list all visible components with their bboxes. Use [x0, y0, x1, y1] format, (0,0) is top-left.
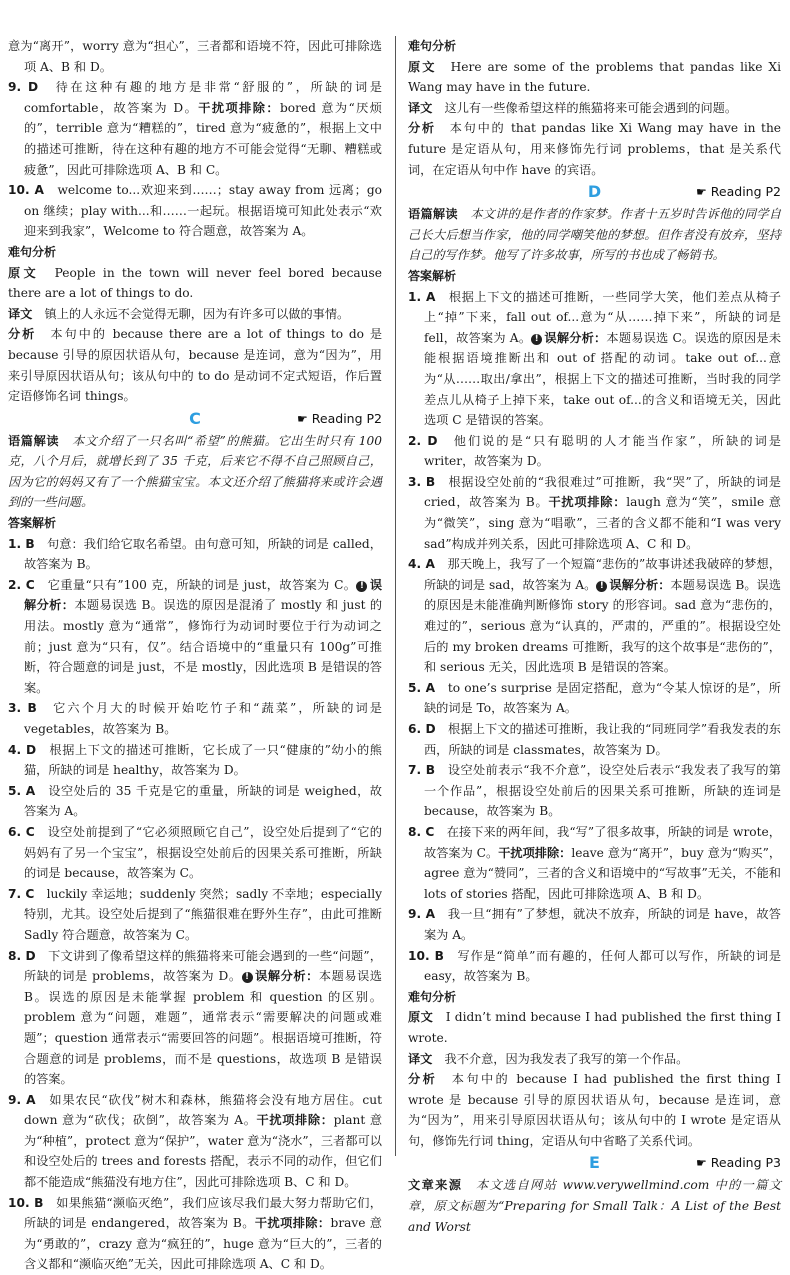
answer-item-3: 3. B 根据设空处前的“我很难过”可推断，我“哭”了，所缺的词是 cried，故答案为 B。干扰项排除：laugh 意为“笑”，smile 意为“微笑”，sing 意为“唱歌”，三者的含义都不能和“I was very sad”构成并列关系，因此可排除选项 A、C 和 D。 [408, 474, 781, 551]
answer-item-5: 5. A to one’s surprise 是固定搭配，意为“令某人惊讶的是”，所缺的词是 To，故答案为 A。 [408, 680, 781, 716]
pointing-hand-icon: ☛ [297, 411, 308, 426]
sentence-analysis: 分析 本句中的 because there are a lot of things to do 是 because 引导的原因状语从句，because 是连词，意为“因为”，用来引导原因状语从句；该从句中的 to do 是动词不定式短语，作后置定语修饰名词 things。 [8, 327, 383, 404]
sentence-analysis: 分析 本句中的 because I had published the first thing I wrote 是 because 引导的原因状语从句，because 是连词，意为“因为”，用来引导原因状语从句；该从句中的 I wrote 是定语从句，修饰先行词 thing，定语从句中省略了关系代词。 [408, 1072, 781, 1148]
pointing-hand-icon: ☛ [696, 1156, 707, 1171]
passage-summary: 语篇解读 本文讲的是作者的作家梦。作者十五岁时告诉他的同学自己长大后想当作家，他的同学嘲笑他的梦想。但作者没有放弃，坚持自己的写作梦。他写了许多故事，所写的书也成了畅销书。 [408, 207, 782, 263]
section-header-d [408, 180, 781, 204]
answer-item-4: 4. D 根据上下文的描述可推断，它长成了一只“健康的”幼小的熊猫，所缺的词是 healthy，故答案为 D。 [8, 742, 382, 778]
heading-answer-analysis: 答案解析 [408, 268, 457, 283]
section-letter: D [587, 182, 602, 202]
section-header-c [8, 407, 382, 431]
translation-text: 译文 我不介意，因为我发表了我写的第一个作品。 [408, 1051, 689, 1066]
answer-item-9: 9. A 如果农民“砍伐”树木和森林，熊猫将会没有地方居住。cut down 意为“砍伐；砍倒”，故答案为 A。干扰项排除：plant 意为“种植”，protect 意为“保护”，water 意为“浇水”，三者都可以和设空处后的 trees and forests 搭配，表示不同的动作，但它们都不能造成“熊猫没有地方住”，因此可排除选项 B、C 和 D。 [8, 1092, 383, 1190]
answer-item-5: 5. A 设空处后的 35 千克是它的重量，所缺的词是 weighed，故答案为 A。 [8, 783, 382, 819]
answer-item-6: 6. C 设空处前提到了“它必须照顾它自己”，设空处后提到了“它的妈妈有了另一个宝宝”，根据设空处前后的因果关系可推断，所缺的词是 because，故答案为 C。 [8, 824, 382, 881]
heading-answer-analysis: 答案解析 [8, 516, 57, 531]
answer-item-8: 8. C 在接下来的两年间，我“写”了很多故事，所缺的词是 wrote，故答案为 C。干扰项排除：leave 意为“离开”，buy 意为“购买”，agree 意为“赞同”，三者的含义和语境中的“写故事”无关，不能和 lots of stories 搭配，因此可排除选项 A、B 和 D。 [408, 824, 782, 901]
pointing-hand-icon: ☛ [696, 185, 707, 200]
answer-item-9: 9. A 我一旦“拥有”了梦想，就决不放弃，所缺的词是 have，故答案为 A。 [408, 907, 781, 942]
answer-item-3: 3. B 它六个月大的时候开始吃竹子和“蔬菜”，所缺的词是 vegetables，故答案为 B。 [8, 701, 382, 736]
section-letter: E [589, 1153, 600, 1173]
answer-item-10: 10. A welcome to...欢迎来到……；stay away from 远离；go on 继续；play with...和……一起玩。根据语境可知此处表示“欢迎来到我家”，Welcome to 符合题意，故答案为 A。 [8, 183, 383, 239]
sentence-analysis: 分析 本句中的 that pandas like Xi Wang may have in the future 是定语从句，用来修饰先行词 problems，that 是关系代词，在定语从句中作 have 的宾语。 [408, 121, 782, 177]
answer-item-2: 2. C 它重量“只有”100 克，所缺的词是 just，故答案为 C。 ! 误解分析：本题易误选 B。误选的原因是混淆了 mostly 和 just 的用法。mostly 意为“通常”，修饰行为动词时要位于行为动词之前；just 意为“只有，仅”。结合语境中的“重量只有 100g”可推断，符合题意的词是 just，不是 mostly，因此选项 B 是错误的答案。 [8, 577, 383, 695]
answer-item-7: 7. B 设空处前表示“我不介意”，设空处后表示“我发表了我写的第一个作品”，根据设空处前后的因果关系可推断，所缺的连词是 because，故答案为 B。 [408, 763, 781, 819]
answer-item-9: 9. D 待在这种有趣的地方是非常“舒服的”，所缺的词是 comfortable，故答案为 D。干扰项排除：bored 意为“厌烦的”，terrible 意为“糟糕的”，tired 意为“疲惫的”，根据上文中的描述可推断，待在这种有趣的地方不可能会觉得“无聊、糟糕或疲惫”，因此可排除选项 A、B 和 C。 [8, 80, 382, 177]
original-text: 原文 Here are some of the problems that pandas like Xi Wang may have in the future. [408, 59, 782, 95]
answer-item-7: 7. C luckily 幸运地；suddenly 突然；sadly 不幸地；especially 特别，尤其。设空处后提到了“熊猫很难在野外生存”，由此可推断 Sadly 符合题意，故答案为 C。 [8, 886, 382, 942]
right-column [408, 36, 781, 1237]
answer-item-10: 10. B 写作是“简单”而有趣的，任何人都可以写作，所缺的词是 easy，故答案为 B。 [408, 948, 782, 984]
original-text: 原文 I didn’t mind because I had published the first thing I wrote. [408, 1010, 781, 1045]
reading-page-tag [696, 1153, 781, 1173]
section-letter: C [189, 408, 201, 428]
answer-item-4: 4. A 那天晚上，我写了一个短篇“悲伤的”故事讲述我破碎的梦想，所缺的词是 sad，故答案为 A。 ! 误解分析：本题易误选 B。误选的原因是未能准确判断修饰 story 的形容词。sad 意为“悲伤的，难过的”，serious 意为“认真的，严肃的，严重的”。根据设空处后的 my broken dreams 可推断，我写的这个故事是“悲伤的”，和 serious 无关，因此选项 B 是错误的答案。 [408, 557, 781, 675]
heading-difficult-sentence: 难句分析 [8, 244, 57, 259]
reading-page-label: Reading P2 [710, 184, 781, 200]
heading-difficult-sentence: 难句分析 [408, 39, 457, 53]
answer-item-6: 6. D 根据上下文的描述可推断，我让我的“同班同学”看我发表的东西，所缺的词是 classmates，故答案为 D。 [408, 722, 781, 757]
section-header-e [408, 1151, 781, 1175]
paragraph-left_column-0: 意为“离开”，worry 意为“担心”，三者都和语境不符，因此可排除选项 A、B 和 D。 [8, 39, 382, 74]
column-divider [395, 36, 396, 1156]
answer-item-10: 10. B 如果熊猫“濒临灭绝”，我们应该尽我们最大努力帮助它们，所缺的词是 endangered，故答案为 B。干扰项排除：brave 意为“勇敢的”，crazy 意为“疯狂的”，huge 意为“巨大的”，三者的含义都和“濒临灭绝”无关，因此可排除选项 A、C 和 D。 [8, 1195, 382, 1272]
translation-text: 译文 镇上的人永远不会觉得无聊，因为有许多可以做的事情。 [8, 306, 350, 321]
reading-page-label: Reading P3 [710, 1155, 781, 1171]
reading-page-tag [696, 182, 781, 202]
heading-difficult-sentence: 难句分析 [408, 989, 457, 1004]
translation-text: 译文 这儿有一些像希望这样的熊猫将来可能会遇到的问题。 [408, 100, 738, 115]
original-text: 原文 People in the town will never feel bored because there are a lot of things to do. [8, 265, 382, 301]
answer-item-2: 2. D 他们说的是“只有聪明的人才能当作家”，所缺的词是 writer，故答案为 D。 [408, 433, 781, 469]
reading-page-tag [297, 409, 382, 429]
left-column [8, 36, 382, 1275]
answer-item-1: 1. B 句意：我们给它取名希望。由句意可知，所缺的词是 called，故答案为 B。 [8, 536, 382, 572]
answer-item-1: 1. A 根据上下文的描述可推断，一些同学大笑，他们差点从椅子上“掉”下来，fall out of...意为“从……掉下来”，所缺的词是 fell，故答案为 A。 ! 误解分析：本题易误选 C。误选的原因是未能根据语境推断出和 out of 搭配的动词。take out of...意为“从……取出/拿出”，根据上下文的描述可推断，当时我的同学差点儿从椅子上掉下来，take out of...的含义和语境无关，因此选项 C 是错误的答案。 [408, 289, 782, 428]
passage-summary: 语篇解读 本文介绍了一只名叫“希望”的熊猫。它出生时只有 100 克，八个月后，就增长到了 35 千克，后来它不得不自己照顾自己，因为它的妈妈又有了一个熊猫宝宝。本文还介绍了熊猫将来或许会遇到的一些问题。 [8, 433, 382, 510]
article-source: 文章来源 本文选自网站 www.verywellmind.com 中的一篇文章，原文标题为“Preparing for Small Talk：A List of the Best and Worst [408, 1178, 782, 1234]
reading-page-label: Reading P2 [311, 410, 382, 426]
answer-item-8: 8. D 下文讲到了像希望这样的熊猫将来可能会遇到的一些“问题”，所缺的词是 problems，故答案为 D。 ! 误解分析：本题易误选 B。误选的原因是未能掌握 problem 和 question 的区别。problem 意为“问题，难题”，通常表示“需要解决的问题或难题”；question 通常表示“需要回答的问题”。根据语境可推断，符合题意的词是 problems，而不是 questions，故选项 B 是错误的答案。 [8, 948, 382, 1087]
